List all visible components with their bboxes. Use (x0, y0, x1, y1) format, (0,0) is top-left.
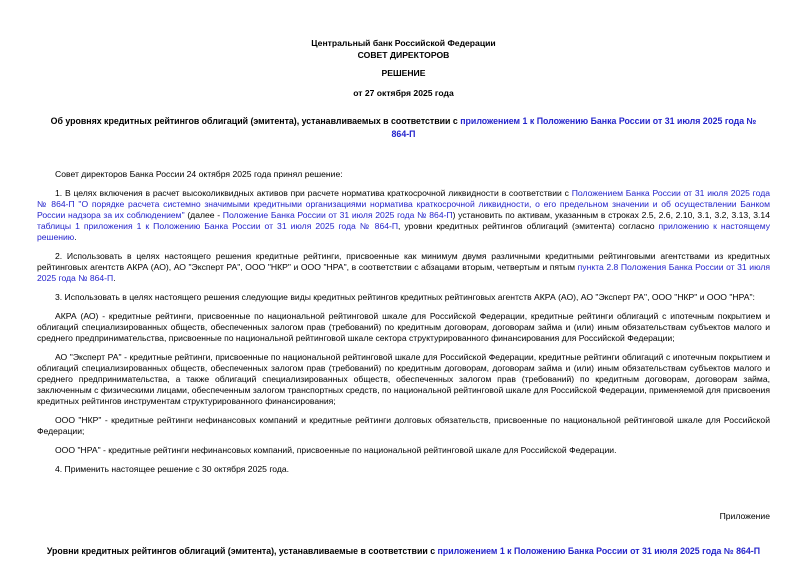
paragraph-expert-ra: АО "Эксперт РА" - кредитные рейтинги, присвоенные по национальной рейтинговой шкале для Российской Федерации, кредитные рейтинги облигаций с ипотечным покрытием и облигаций специализированных обществ, обеспеченных залогом прав (требований) по кредитным договорам, договорам займа и (или) иным обязательствам субъектов малого и среднего предпринимательства, а также облигаций специализированных обществ, обеспеченных залогом прав (требований) по кредитным договорам, договорам займа, заключенным с физическими лицами, обеспеченным залогом транспортных средств, по национальной рейтинговой шкале для Российской Федерации, применяемой для присвоения кредитных рейтингов инструментам структурированного финансирования; (37, 352, 770, 406)
paragraph-item-2 (37, 251, 770, 284)
org-name: Центральный банк Российской Федерации (311, 38, 496, 48)
reference-link[interactable]: таблицы 1 приложения 1 к Положению Банка России от 31 июля 2025 года № 864-П (37, 221, 399, 231)
text-segment: Уровни кредитных рейтингов облигаций (эмитента), устанавливаемые в соответствии с (46, 546, 438, 556)
paragraph-item-4: 4. Применить настоящее решение с 30 октября 2025 года. (55, 464, 290, 474)
appendix-label: Приложение (719, 511, 770, 521)
text-segment: 1. В целях включения в расчет высоколиквидных активов при расчете норматива краткосрочной ликвидности в соответствии с (55, 188, 572, 198)
doc-date: от 27 октября 2025 года (353, 88, 454, 98)
paragraph-nra: ООО "НРА" - кредитные рейтинги нефинансовых компаний, присвоенные по национальной рейтинговой шкале для Российской Федерации. (55, 445, 617, 455)
text-segment: . (74, 232, 77, 242)
reference-link[interactable]: приложением 1 к Положению Банка России от 31 июля 2025 года № 864-П (391, 116, 757, 139)
text-segment: , уровни кредитных рейтингов облигаций (эмитента) согласно (398, 221, 659, 231)
intro-paragraph: Совет директоров Банка России 24 октября 2025 года принял решение: (55, 169, 343, 179)
paragraph-nkr: ООО "НКР" - кредитные рейтинги нефинансовых компаний и кредитные рейтинги долговых обязательств, присвоенные по национальной рейтинговой шкале для Российской Федерации; (37, 415, 770, 436)
text-segment: ) установить по активам, указанным в строках 2.5, 2.6, 2.10, 3.1, 3.2, 3.13, 3.14 (452, 210, 770, 220)
document-title (37, 115, 770, 141)
reference-link[interactable]: пункта 2.8 Положения Банка России от 31 июля 2025 года № 864-П (37, 262, 770, 283)
reference-link[interactable]: Положение Банка России от 31 июля 2025 года № 864-П (222, 210, 453, 220)
reference-link[interactable]: приложению к настоящему решению (37, 221, 770, 242)
paragraph-item-1 (37, 188, 770, 243)
reference-link[interactable]: приложением 1 к Положению Банка России от 31 июля 2025 года № 864-П (437, 546, 761, 556)
appendix-title (37, 545, 770, 558)
council-name: СОВЕТ ДИРЕКТОРОВ (357, 50, 450, 60)
text-segment: Об уровнях кредитных рейтингов облигаций (эмитента), устанавливаемых в соответствии с (50, 116, 461, 126)
paragraph-akra: АКРА (АО) - кредитные рейтинги, присвоенные по национальной рейтинговой шкале для Российской Федерации, кредитные рейтинги облигаций с ипотечным покрытием и облигаций специализированных обществ, обеспеченных залогом прав (требований) по кредитным договорам, договорам займа и (или) иным обязательствам субъектов малого и среднего предпринимательства, присвоенные по национальной рейтинговой шкале сектора структурированного финансирования для Российской Федерации; (37, 311, 770, 343)
paragraph-item-3: 3. Использовать в целях настоящего решения следующие виды кредитных рейтингов кредитных рейтинговых агентств АКРА (АО), АО "Эксперт РА", ООО "НКР" и ООО "НРА": (55, 292, 755, 302)
text-segment: . (113, 273, 116, 283)
reference-link[interactable]: Положением Банка России от 31 июля 2025 года № 864-П "О порядке расчета системно значимыми кредитными организациями норматива краткосрочной ликвидности, о его предельном значении и об осуществлении Банком России надзора за их соблюдением" (37, 188, 770, 220)
doc-type: РЕШЕНИЕ (381, 68, 426, 78)
text-segment: (далее - (184, 210, 223, 220)
text-segment: 2. Использовать в целях настоящего решения кредитные рейтинги, присвоенные как минимум двумя различными кредитными рейтинговыми агентствами из кредитных рейтинговых агентств АКРА (АО), АО "Эксперт РА", ООО "НКР" и ООО "НРА", в соответствии с абзацами вторым, четвертым и пятым (37, 251, 770, 272)
document-header (37, 37, 770, 99)
